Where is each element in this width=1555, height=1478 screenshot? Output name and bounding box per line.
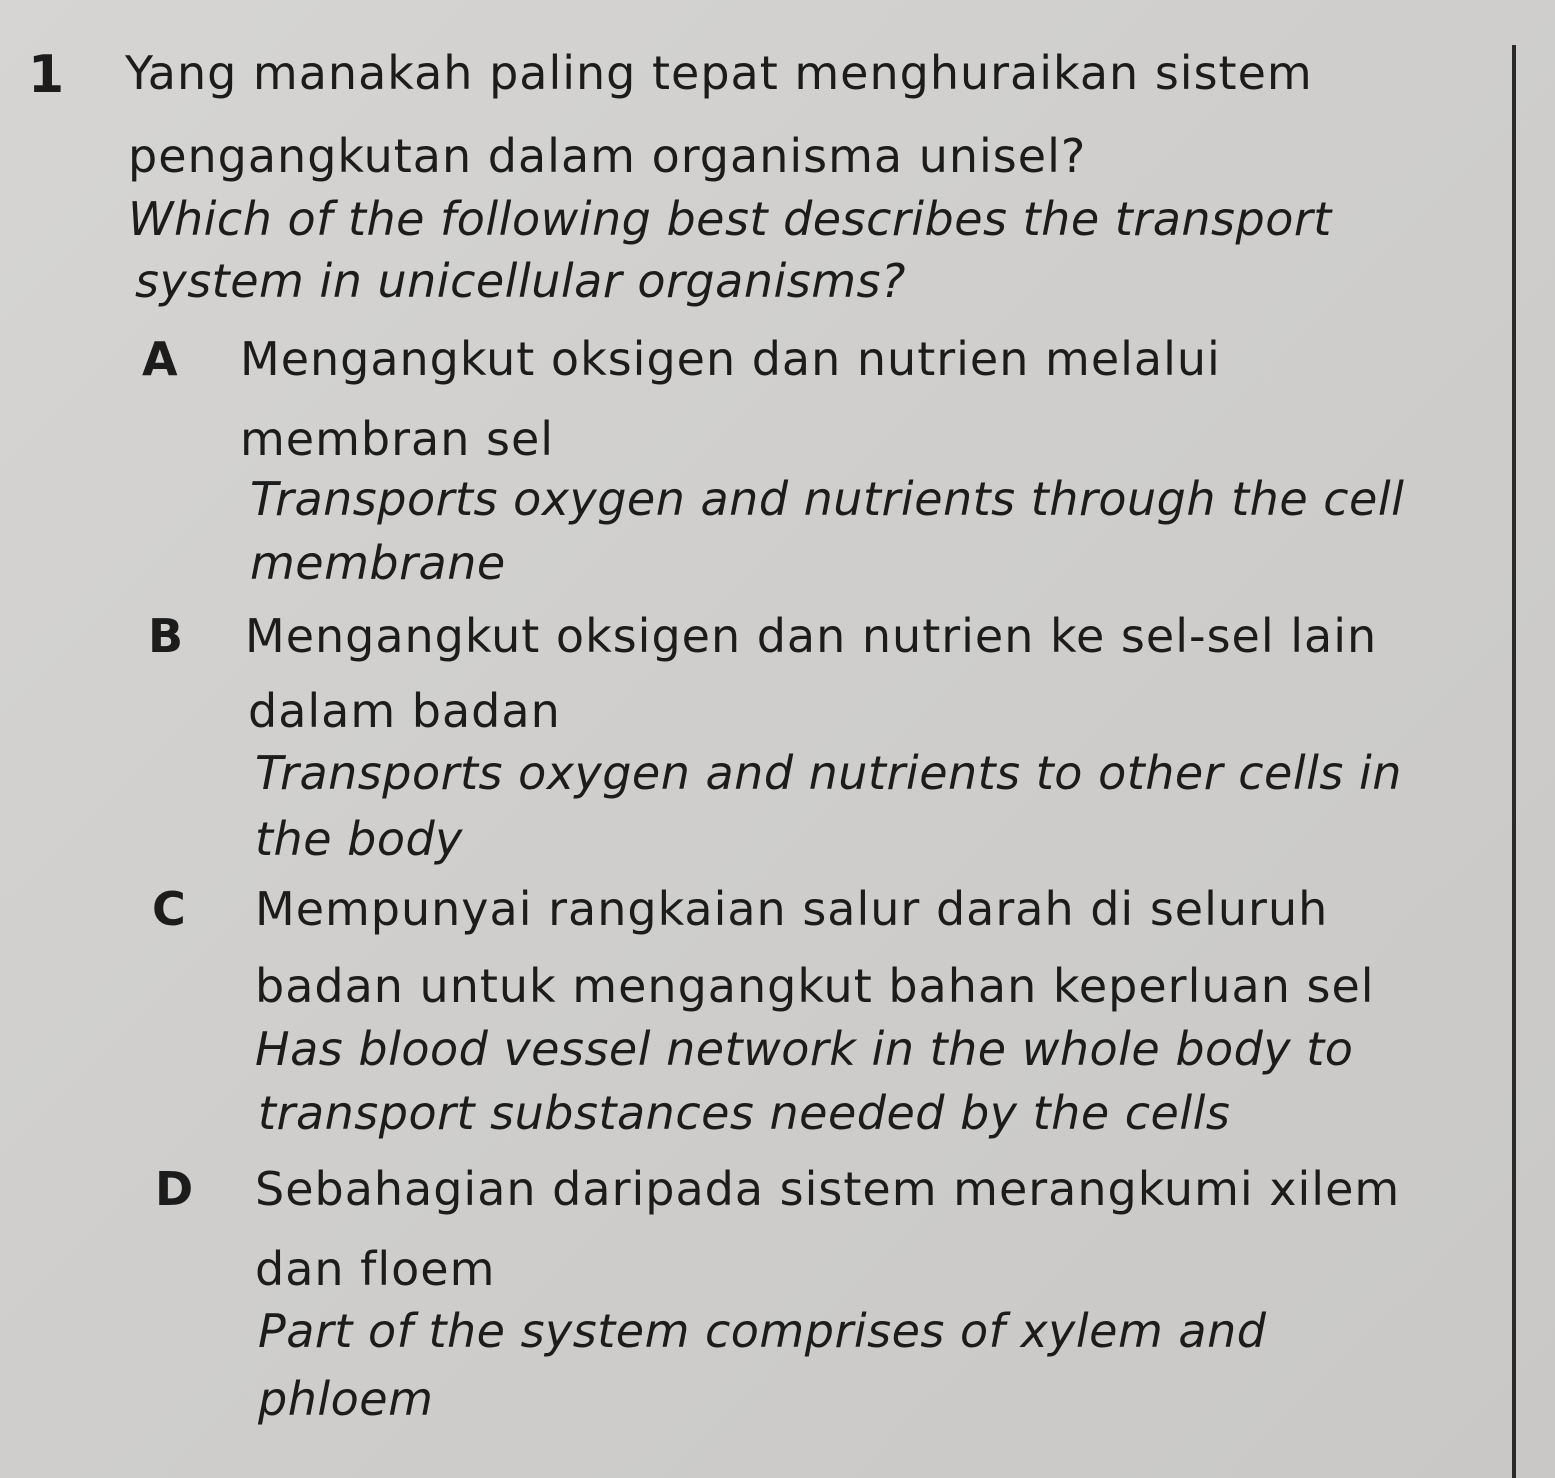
question-number: 1 [28,45,65,105]
option-b-malay-line-1: Mengangkut oksigen dan nutrien ke sel-sel lain [245,609,1378,663]
option-c-malay-line-2: badan untuk mengangkut bahan keperluan sel [255,959,1375,1013]
option-b-english-line-2: the body [255,812,463,866]
option-c-english-line-1: Has blood vessel network in the whole body to [255,1022,1354,1076]
margin-line [1512,45,1516,1478]
option-c-malay-line-1: Mempunyai rangkaian salur darah di seluruh [255,882,1329,936]
question-malay-line-2: pengangkutan dalam organisma unisel? [128,129,1087,183]
option-b-english-line-1: Transports oxygen and nutrients to other cells in [255,746,1402,800]
option-a-english-line-1: Transports oxygen and nutrients through the cell [250,472,1405,526]
option-b-letter: B [148,609,184,663]
option-c-english-line-2: transport substances needed by the cells [258,1086,1231,1140]
question-english-line-1: Which of the following best describes the transport [128,192,1332,246]
option-d-english-line-2: phloem [258,1372,434,1426]
question-malay-line-1: Yang manakah paling tepat menghuraikan sistem [125,46,1313,100]
option-d-malay-line-1: Sebahagian daripada sistem merangkumi xilem [255,1162,1401,1216]
option-b-malay-line-2: dalam badan [248,684,561,738]
option-a-english-line-2: membrane [250,536,506,590]
option-d-letter: D [155,1162,194,1216]
option-a-malay-line-2: membran sel [240,412,555,466]
option-a-letter: A [142,332,178,386]
option-d-malay-line-2: dan floem [255,1242,496,1296]
option-d-english-line-1: Part of the system comprises of xylem and [258,1304,1267,1358]
option-c-letter: C [152,882,186,936]
option-a-malay-line-1: Mengangkut oksigen dan nutrien melalui [240,332,1221,386]
question-english-line-2: system in unicellular organisms? [135,254,906,308]
